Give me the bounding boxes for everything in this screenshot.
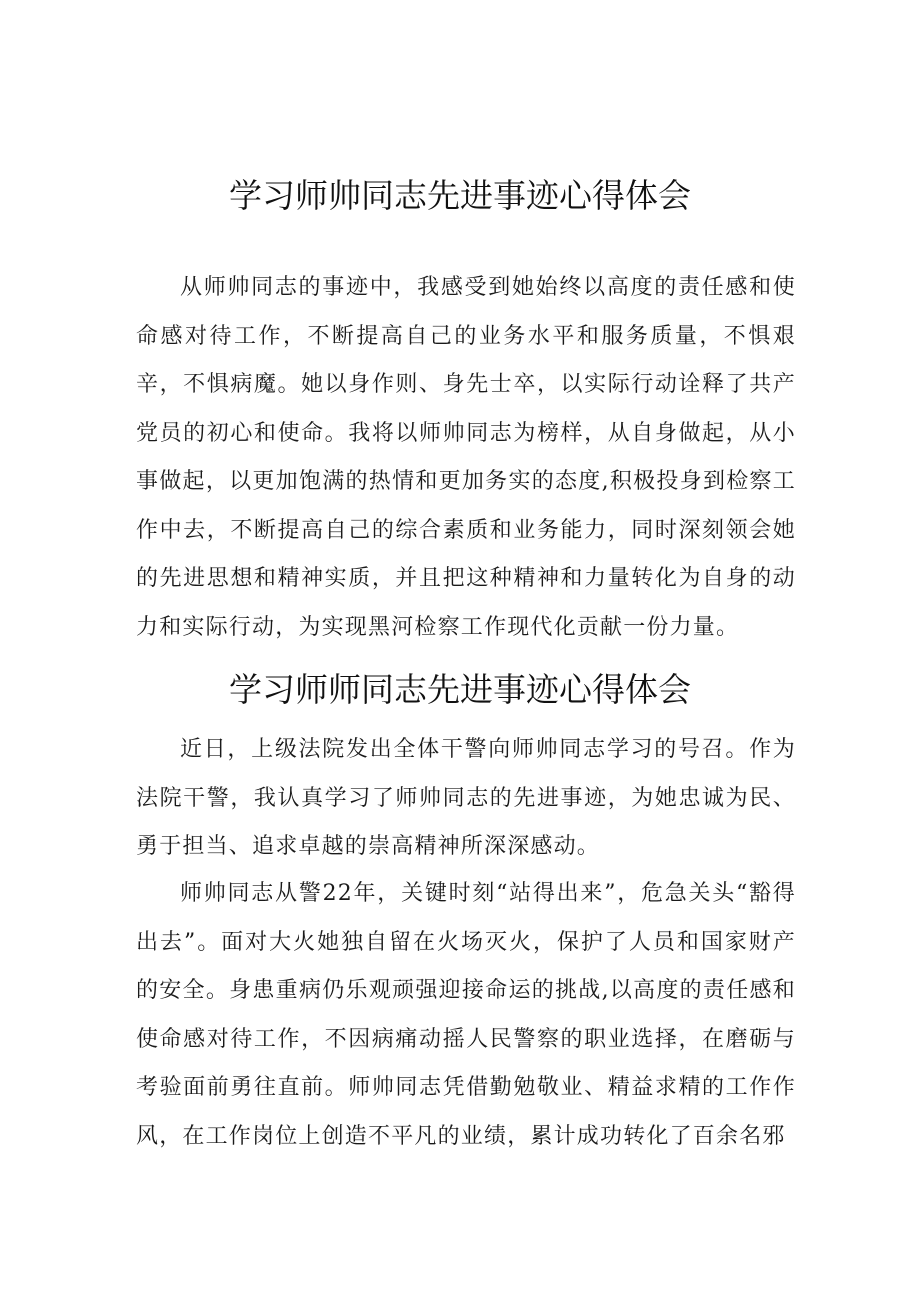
article-title-2: 学习师师同志先进事迹心得体会 xyxy=(229,670,691,709)
paragraph-1: 从师帅同志的事迹中，我感受到她始终以高度的责任感和使命感对待工作，不断提高自己的业务水平和服务质量，不惧艰辛，不惧病魔。她以身作则、身先士卒，以实际行动诠释了共产党员的初心和使命。我将以师帅同志为榜样，从自身做起，从小事做起，以更加饱满的热情和更加务实的态度,积极投身到检察工作中去，不断提高自己的综合素质和业务能力，同时深刻领会她的先进思想和精神实质，并且把这种精神和力量转化为自身的动力和实际行动，为实现黑河检察工作现代化贡献一份力量。 xyxy=(136,275,796,640)
paragraph-3: 师帅同志从警22年，关键时刻“站得出来”，危急关头“豁得出去”。面对大火她独自留在火场灭火，保护了人员和国家财产的安全。身患重病仍乐观顽强迎接命运的挑战,以高度的责任感和使命感对待工作，不因病痛动摇人民警察的职业选择，在磨砺与考验面前勇往直前。师帅同志凭借勤勉敬业、精益求精的工作作风，在工作岗位上创造不平凡的业绩，累计成功转化了百余名邪 xyxy=(136,881,796,1149)
article-title-1: 学习师帅同志先进事迹心得体会 xyxy=(229,176,691,215)
paragraph-2: 近日，上级法院发出全体干警向师帅同志学习的号召。作为法院干警，我认真学习了师帅同志的先进事迹，为她忠诚为民、勇于担当、追求卓越的崇高精神所深深感动。 xyxy=(136,737,796,859)
